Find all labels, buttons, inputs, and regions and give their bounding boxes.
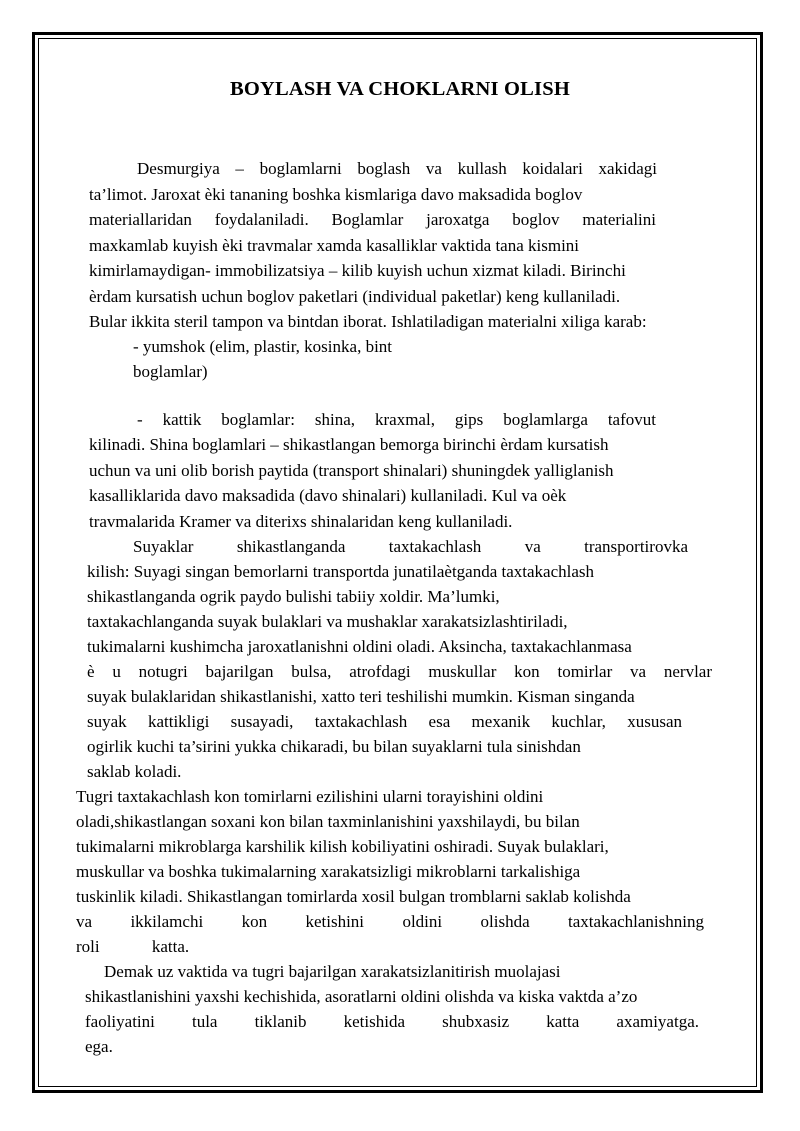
document-title: BOYLASH VA CHOKLARNI OLISH — [230, 78, 570, 100]
text-line: kimirlamaydigan- immobilizatsiya – kilib kuyish uchun xizmat kiladi. Birinchi — [89, 261, 626, 280]
text-line: suyak kattikligi susayadi, taxtakachlash esa mexanik kuchlar, xususan — [87, 712, 682, 731]
text-line: kasalliklarida davo maksadida (davo shinalari) kullaniladi. Kul va oèk — [89, 486, 567, 505]
text-line: tukimalarni kushimcha jaroxatlanishni oldini oladi. Aksincha, taxtakachlanmasa — [87, 637, 632, 656]
text-line: travmalarida Kramer va diterixs shinalaridan keng kullaniladi. — [89, 512, 513, 531]
text-line: suyak bulaklaridan shikastlanishi, xatto teri teshilishi mumkin. Kisman singanda — [87, 687, 635, 706]
text-line: Tugri taxtakachlash kon tomirlarni ezilishini ularni torayishini oldini — [76, 787, 544, 806]
text-line: materiallaridan foydalaniladi. Boglamlar jaroxatga boglov materialini — [89, 210, 656, 229]
text-line: - yumshok (elim, plastir, kosinka, bint — [133, 337, 393, 356]
text-line: è u notugri bajarilgan bulsa, atrofdagi muskullar kon tomirlar va nervlar — [87, 662, 712, 681]
text-line: va ikkilamchi kon ketishini oldini olishda taxtakachlanishning — [76, 912, 704, 931]
text-line: tukimalarni mikroblarga karshilik kilish kobiliyatini oshiradi. Suyak bulaklari, — [76, 837, 609, 856]
text-line: ogirlik kuchi ta’sirini yukka chikaradi, bu bilan suyaklarni tula sinishdan — [87, 737, 581, 756]
text-line: taxtakachlanganda suyak bulaklari va mushaklar xarakatsizlashtiriladi, — [87, 612, 568, 631]
text-line: maxkamlab kuyish èki travmalar xamda kasalliklar vaktida tana kismini — [89, 236, 580, 255]
text-line: - kattik boglamlar: shina, kraxmal, gips boglamlarga tafovut — [137, 410, 656, 429]
text-line: tuskinlik kiladi. Shikastlangan tomirlarda xosil bulgan tromblarni saklab kolishda — [76, 887, 631, 906]
text-line: kilish: Suyagi singan bemorlarni transportda junatilaètganda taxtakachlash — [87, 562, 595, 581]
text-line: Suyaklar shikastlanganda taxtakachlash va transportirovka — [133, 537, 688, 556]
text-line: uchun va uni olib borish paytida (transport shinalari) shuningdek yalliglanish — [89, 461, 614, 480]
text-line: èrdam kursatish uchun boglov paketlari (individual paketlar) keng kullaniladi. — [89, 287, 621, 306]
text-line: Desmurgiya – boglamlarni boglash va kullash koidalari xakidagi — [137, 159, 657, 178]
text-line: Demak uz vaktida va tugri bajarilgan xarakatsizlanitirish muolajasi — [104, 962, 561, 981]
text-line: ta’limot. Jaroxat èki tananing boshka kismlariga davo maksadida boglov — [89, 185, 583, 204]
text-line: saklab koladi. — [87, 762, 182, 781]
text-line: Bular ikkita steril tampon va bintdan iborat. Ishlatiladigan materialni xiliga karab: — [89, 312, 647, 331]
text-line: shikastlanganda ogrik paydo bulishi tabiiy xoldir. Ma’lumki, — [87, 587, 500, 606]
text-line: muskullar va boshka tukimalarning xarakatsizligi mikroblarni tarkalishiga — [76, 862, 581, 881]
text-line: faoliyatini tula tiklanib ketishida shubxasiz katta axamiyatga. — [85, 1012, 699, 1031]
text-line: kilinadi. Shina boglamlari – shikastlangan bemorga birinchi èrdam kursatish — [89, 435, 609, 454]
text-line: boglamlar) — [133, 362, 208, 381]
text-line: roli katta. — [76, 937, 190, 956]
text-line: ega. — [85, 1037, 113, 1056]
text-line: shikastlanishini yaxshi kechishida, asoratlarni oldini olishda va kiska vaktda a’zo — [85, 987, 638, 1006]
text-line: oladi,shikastlangan soxani kon bilan taxminlanishini yaxshilaydi, bu bilan — [76, 812, 580, 831]
